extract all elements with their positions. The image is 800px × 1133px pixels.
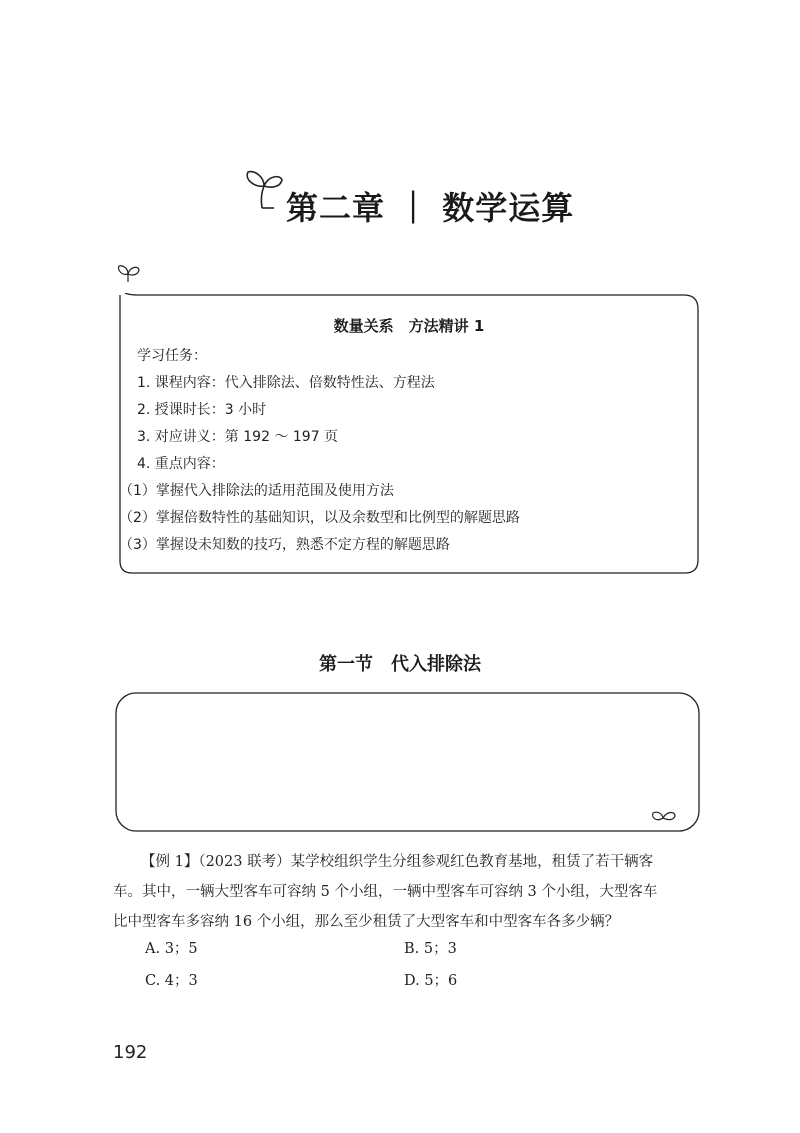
question-line: 比中型客车多容纳 16 个小组，那么至少租赁了大型客车和中型客车各多少辆？	[113, 914, 620, 930]
task-list	[119, 343, 689, 559]
task-line: （2）掌握倍数特性的基础知识，以及余数型和比例型的解题思路	[119, 510, 520, 526]
task-line: （1）掌握代入排除法的适用范围及使用方法	[119, 483, 394, 499]
sprout-icon	[240, 168, 288, 212]
learning-task-box	[119, 293, 699, 574]
task-heading: 数量关系 方法精讲 1	[333, 317, 485, 335]
task-line: 1. 课程内容：代入排除法、倍数特性法、方程法	[137, 375, 435, 391]
option-d: D. 5；6	[404, 973, 458, 989]
task-line: 4. 重点内容：	[137, 456, 225, 472]
task-line: （3）掌握设未知数的技巧，熟悉不定方程的解题思路	[119, 537, 450, 553]
page-number: 192	[113, 1042, 148, 1063]
notes-box-frame	[115, 692, 700, 832]
sprout-icon	[653, 812, 675, 819]
section-title: 第一节 代入排除法	[319, 654, 481, 675]
notes-box	[115, 692, 700, 832]
option-b: B. 5；3	[404, 941, 457, 957]
question-line: 【例 1】（2023 联考）某学校组织学生分组参观红色教育基地，租赁了若干辆客	[141, 854, 654, 870]
option-c: C. 4；3	[145, 973, 198, 989]
question-line: 车。其中，一辆大型客车可容纳 5 个小组，一辆中型客车可容纳 3 个小组，大型客车	[113, 884, 658, 900]
task-line: 学习任务：	[137, 348, 207, 364]
task-line: 3. 对应讲义：第 192 ～ 197 页	[137, 429, 339, 445]
example-question	[113, 847, 703, 937]
sprout-icon	[116, 262, 142, 284]
option-a: A. 3；5	[145, 941, 198, 957]
task-line: 2. 授课时长：3 小时	[137, 402, 267, 418]
chapter-name: 第二章 ｜ 数学运算	[286, 189, 575, 227]
answer-options	[145, 937, 595, 1001]
